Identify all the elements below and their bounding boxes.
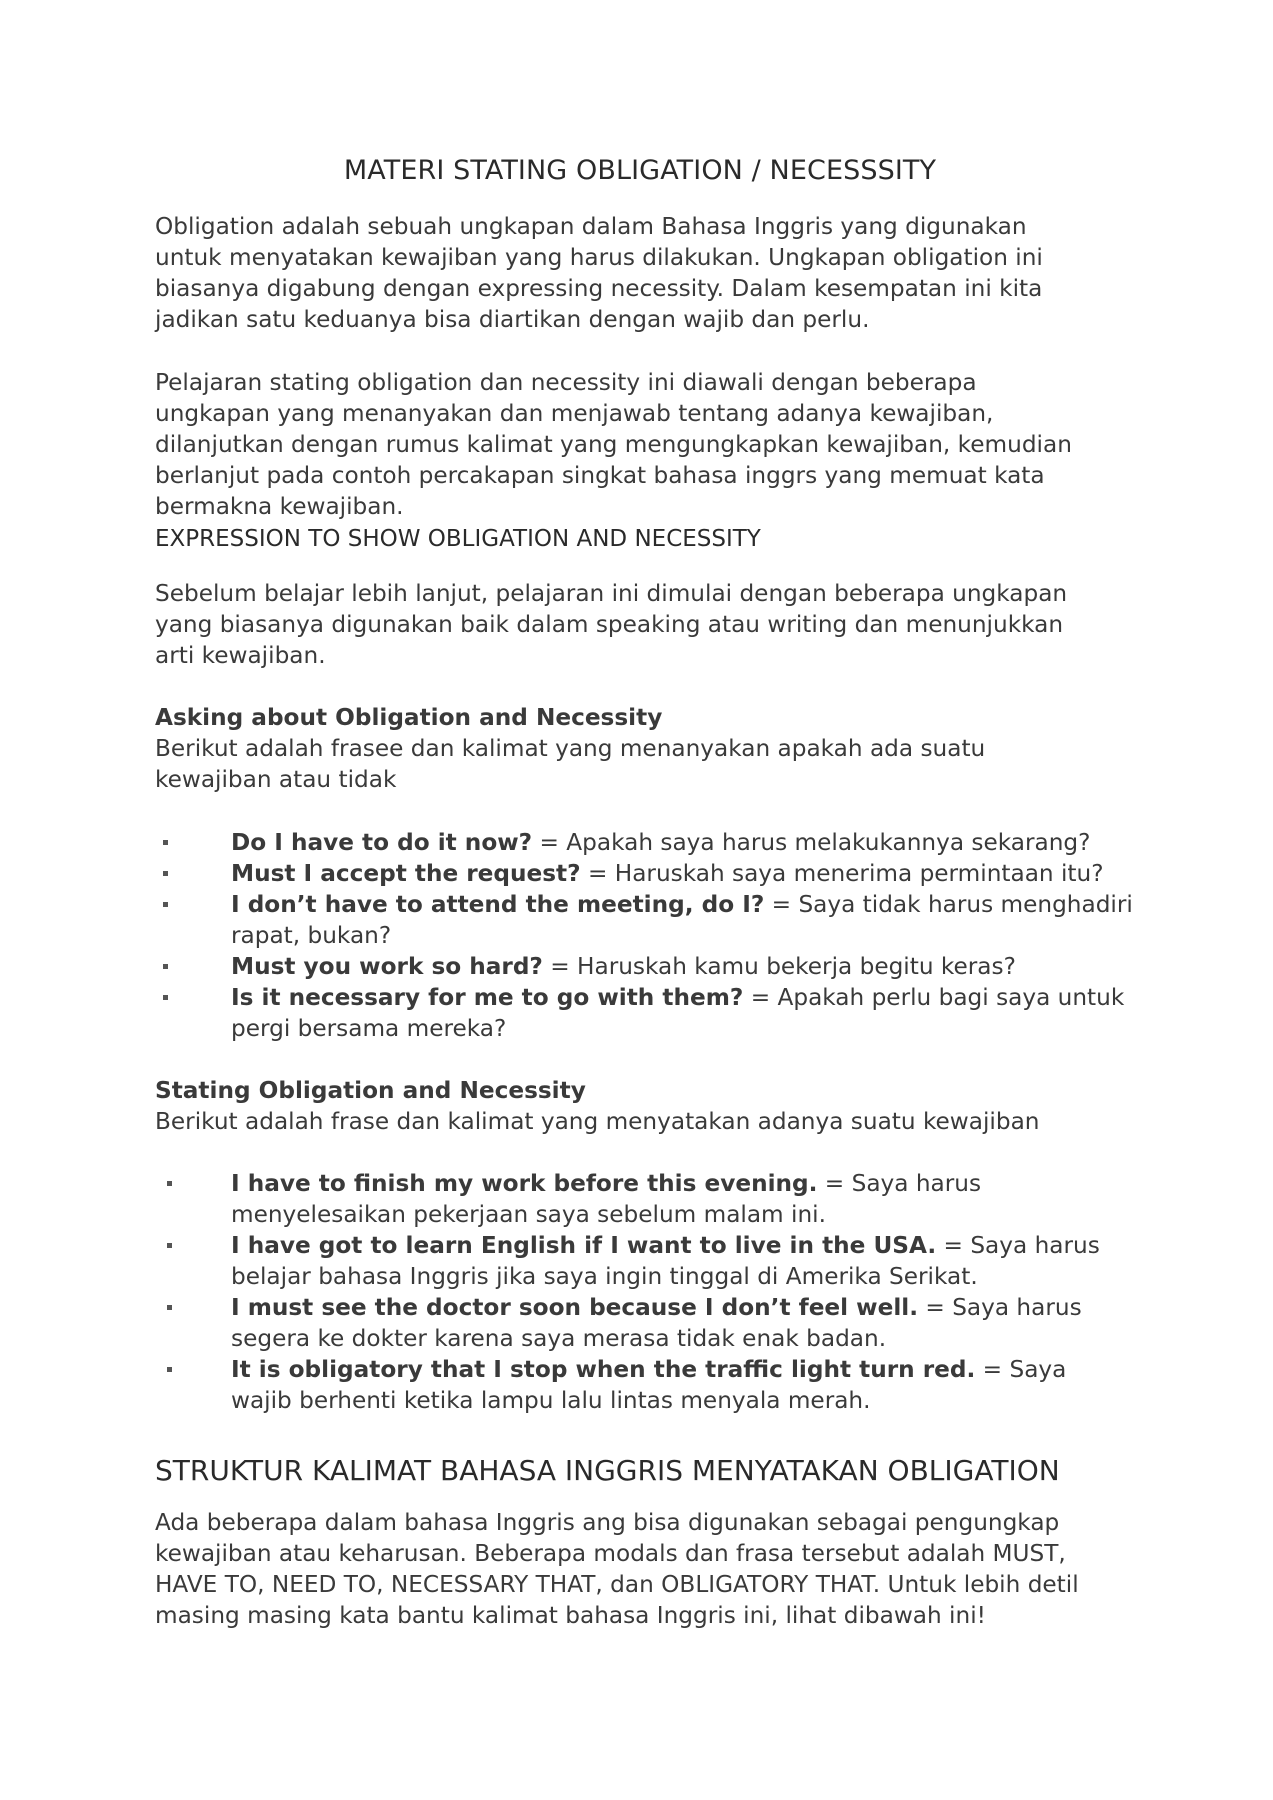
list-item: Must I accept the request? = Haruskah saya menerima permintaan itu? xyxy=(155,858,1145,889)
asking-items xyxy=(155,827,1145,1044)
list-item: Must you work so hard? = Haruskah kamu bekerja begitu keras? xyxy=(155,951,1145,982)
list-item: It is obligatory that I stop when the traffic light turn red. = Saya wajib berhenti ketika lampu lalu lintas menyala merah. xyxy=(155,1354,1115,1416)
bullet-icon xyxy=(163,902,168,907)
list-item: I have to finish my work before this evening. = Saya harus menyelesaikan pekerjaan saya sebelum malam ini. xyxy=(155,1168,1115,1230)
struktur-heading-block xyxy=(155,1453,1145,1489)
list-item: Is it necessary for me to go with them? = Apakah perlu bagi saya untuk pergi bersama mereka? xyxy=(155,982,1145,1044)
bullet-icon xyxy=(167,1243,172,1248)
bullet-icon xyxy=(167,1181,172,1186)
stating-heading: Stating Obligation and Necessity xyxy=(155,1077,586,1104)
list-item: I don’t have to attend the meeting, do I? = Saya tidak harus menghadiri rapat, bukan? xyxy=(155,889,1145,951)
intro-paragraph-1: Obligation adalah sebuah ungkapan dalam Bahasa Inggris yang digunakan untuk menyatakan kewajiban yang harus dilakukan. Ungkapan obligation ini biasanya digabung dengan expressing necessity. Dalam kesempatan ini kita jadikan satu keduanya bisa diartikan dengan wajib dan perlu. xyxy=(155,213,1043,333)
list-item: I must see the doctor soon because I don’t feel well. = Saya harus segera ke dokter karena saya merasa tidak enak badan. xyxy=(155,1292,1115,1354)
document-title: MATERI STATING OBLIGATION / NECESSSITY xyxy=(343,155,937,186)
asking-section xyxy=(155,702,1145,795)
expression-heading: EXPRESSION TO SHOW OBLIGATION AND NECESSITY xyxy=(155,526,761,552)
stating-section xyxy=(155,1075,1145,1137)
struktur-heading: STRUKTUR KALIMAT BAHASA INGGRIS MENYATAKAN OBLIGATION xyxy=(155,1454,1060,1487)
struktur-paragraph: Ada beberapa dalam bahasa Inggris ang bisa digunakan sebagai pengungkap kewajiban atau keharusan. Beberapa modals dan frasa tersebut adalah MUST, HAVE TO, NEED TO, NECESSARY THAT, dan OBLIGATORY THAT. Untuk lebih detil masing masing kata bantu kalimat bahasa Inggris ini, lihat dibawah ini! xyxy=(155,1509,1079,1629)
expression-paragraph: Sebelum belajar lebih lanjut, pelajaran ini dimulai dengan beberapa ungkapan yang biasanya digunakan baik dalam speaking atau writing dan menunjukkan arti kewajiban. xyxy=(155,580,1068,669)
bullet-icon xyxy=(167,1305,172,1310)
asking-description: Berikut adalah frasee dan kalimat yang menanyakan apakah ada suatu kewajiban atau tidak xyxy=(155,735,986,793)
bullet-icon xyxy=(163,871,168,876)
stating-description: Berikut adalah frase dan kalimat yang menyatakan adanya suatu kewajiban xyxy=(155,1108,1040,1135)
bullet-icon xyxy=(163,840,168,845)
list-item: Do I have to do it now? = Apakah saya harus melakukannya sekarang? xyxy=(155,827,1145,858)
bullet-icon xyxy=(163,964,168,969)
asking-list xyxy=(155,827,1145,1044)
stating-items xyxy=(155,1168,1115,1416)
bullet-icon xyxy=(167,1367,172,1372)
bullet-icon xyxy=(163,995,168,1000)
intro-paragraph-2: Pelajaran stating obligation dan necessity ini diawali dengan beberapa ungkapan yang menanyakan dan menjawab tentang adanya kewajiban, dilanjutkan dengan rumus kalimat yang mengungkapkan kewajiban, kemudian berlanjut pada contoh percakapan singkat bahasa inggrs yang memuat kata bermakna kewajiban. xyxy=(155,369,1072,520)
stating-list xyxy=(155,1168,1145,1416)
list-item: I have got to learn English if I want to live in the USA. = Saya harus belajar bahasa Inggris jika saya ingin tinggal di Amerika Serikat. xyxy=(155,1230,1115,1292)
asking-heading: Asking about Obligation and Necessity xyxy=(155,704,663,731)
